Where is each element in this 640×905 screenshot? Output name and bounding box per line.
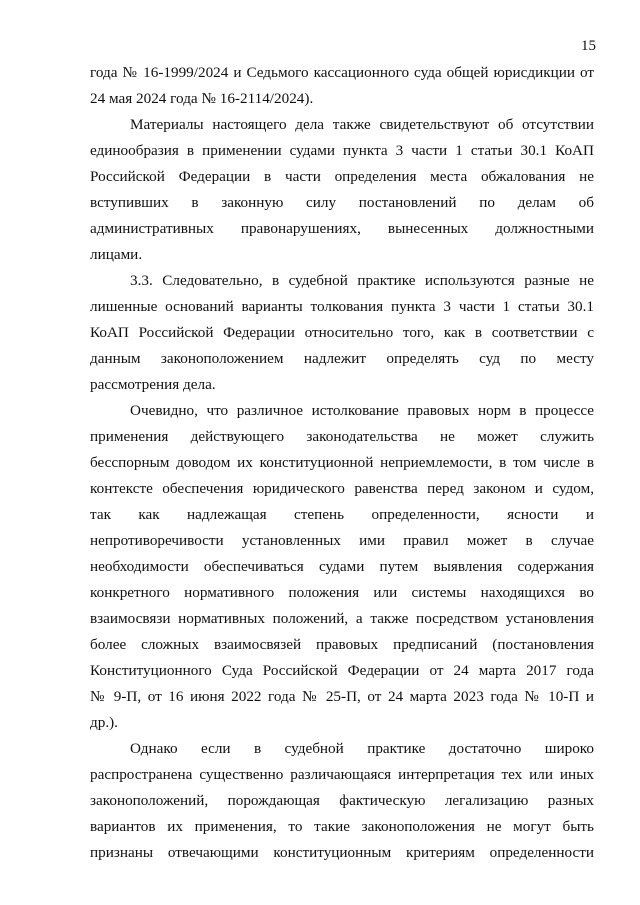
paragraph — [90, 268, 594, 398]
text-line: данным законоположением надлежит определять суд по месту — [90, 350, 594, 367]
text-line: законоположений, порождающая фактическую легализацию разных — [90, 792, 594, 809]
text-line: Конституционного Суда Российской Федерации от 24 марта 2017 года — [90, 662, 594, 679]
text-line: вступивших в законную силу постановлений по делам об — [90, 194, 594, 211]
paragraph — [90, 736, 594, 866]
text-line: КоАП Российской Федерации относительно того, как в соответствии с — [90, 324, 594, 341]
text-line: непротиворечивости установленных ими правил может в случае — [90, 532, 594, 549]
document-body — [90, 60, 594, 866]
page-number: 15 — [581, 38, 596, 54]
text-line: др.). — [90, 714, 118, 731]
text-line: лицами. — [90, 246, 143, 263]
text-line: 3.3. Следовательно, в судебной практике используются разные не — [130, 272, 594, 289]
text-line: 24 мая 2024 года № 16-2114/2024). — [90, 90, 314, 107]
paragraph — [90, 112, 594, 268]
text-line: необходимости обеспечиваться судами путем выявления содержания — [90, 558, 594, 575]
text-line: распространена существенно различающаяся интерпретация тех или иных — [90, 766, 594, 783]
text-line: Российской Федерации в части определения места обжалования не — [90, 168, 594, 185]
text-line: так как надлежащая степень определенности, ясности и — [90, 506, 594, 523]
text-line: более сложных взаимосвязей правовых предписаний (постановления — [90, 636, 594, 653]
text-line: бесспорным доводом их конституционной неприемлемости, в том числе в — [90, 454, 594, 471]
text-line: конкретного нормативного положения или системы находящихся во — [90, 584, 594, 601]
text-line: единообразия в применении судами пункта 3 части 1 статьи 30.1 КоАП — [90, 142, 594, 159]
paragraph — [90, 60, 594, 112]
text-line: контексте обеспечения юридического равенства перед законом и судом, — [90, 480, 594, 497]
text-line: Однако если в судебной практике достаточно широко — [130, 740, 594, 757]
text-line: Материалы настоящего дела также свидетельствуют об отсутствии — [130, 116, 594, 133]
text-line: применения действующего законодательства не может служить — [90, 428, 594, 445]
text-line: вариантов их применения, то такие законоположения не могут быть — [90, 818, 594, 835]
text-line: административных правонарушениях, вынесенных должностными — [90, 220, 594, 237]
text-line: рассмотрения дела. — [90, 376, 216, 393]
text-line: признаны отвечающими конституционным критериям определенности — [90, 844, 594, 861]
text-line: Очевидно, что различное истолкование правовых норм в процессе — [130, 402, 594, 419]
text-line: года № 16-1999/2024 и Седьмого кассационного суда общей юрисдикции от — [90, 64, 594, 81]
text-line: лишенные оснований варианты толкования пункта 3 части 1 статьи 30.1 — [90, 298, 594, 315]
paragraph — [90, 398, 594, 736]
text-line: взаимосвязи нормативных положений, а также посредством установления — [90, 610, 594, 627]
text-line: № 9-П, от 16 июня 2022 года № 25-П, от 24 марта 2023 года № 10-П и — [90, 688, 594, 705]
